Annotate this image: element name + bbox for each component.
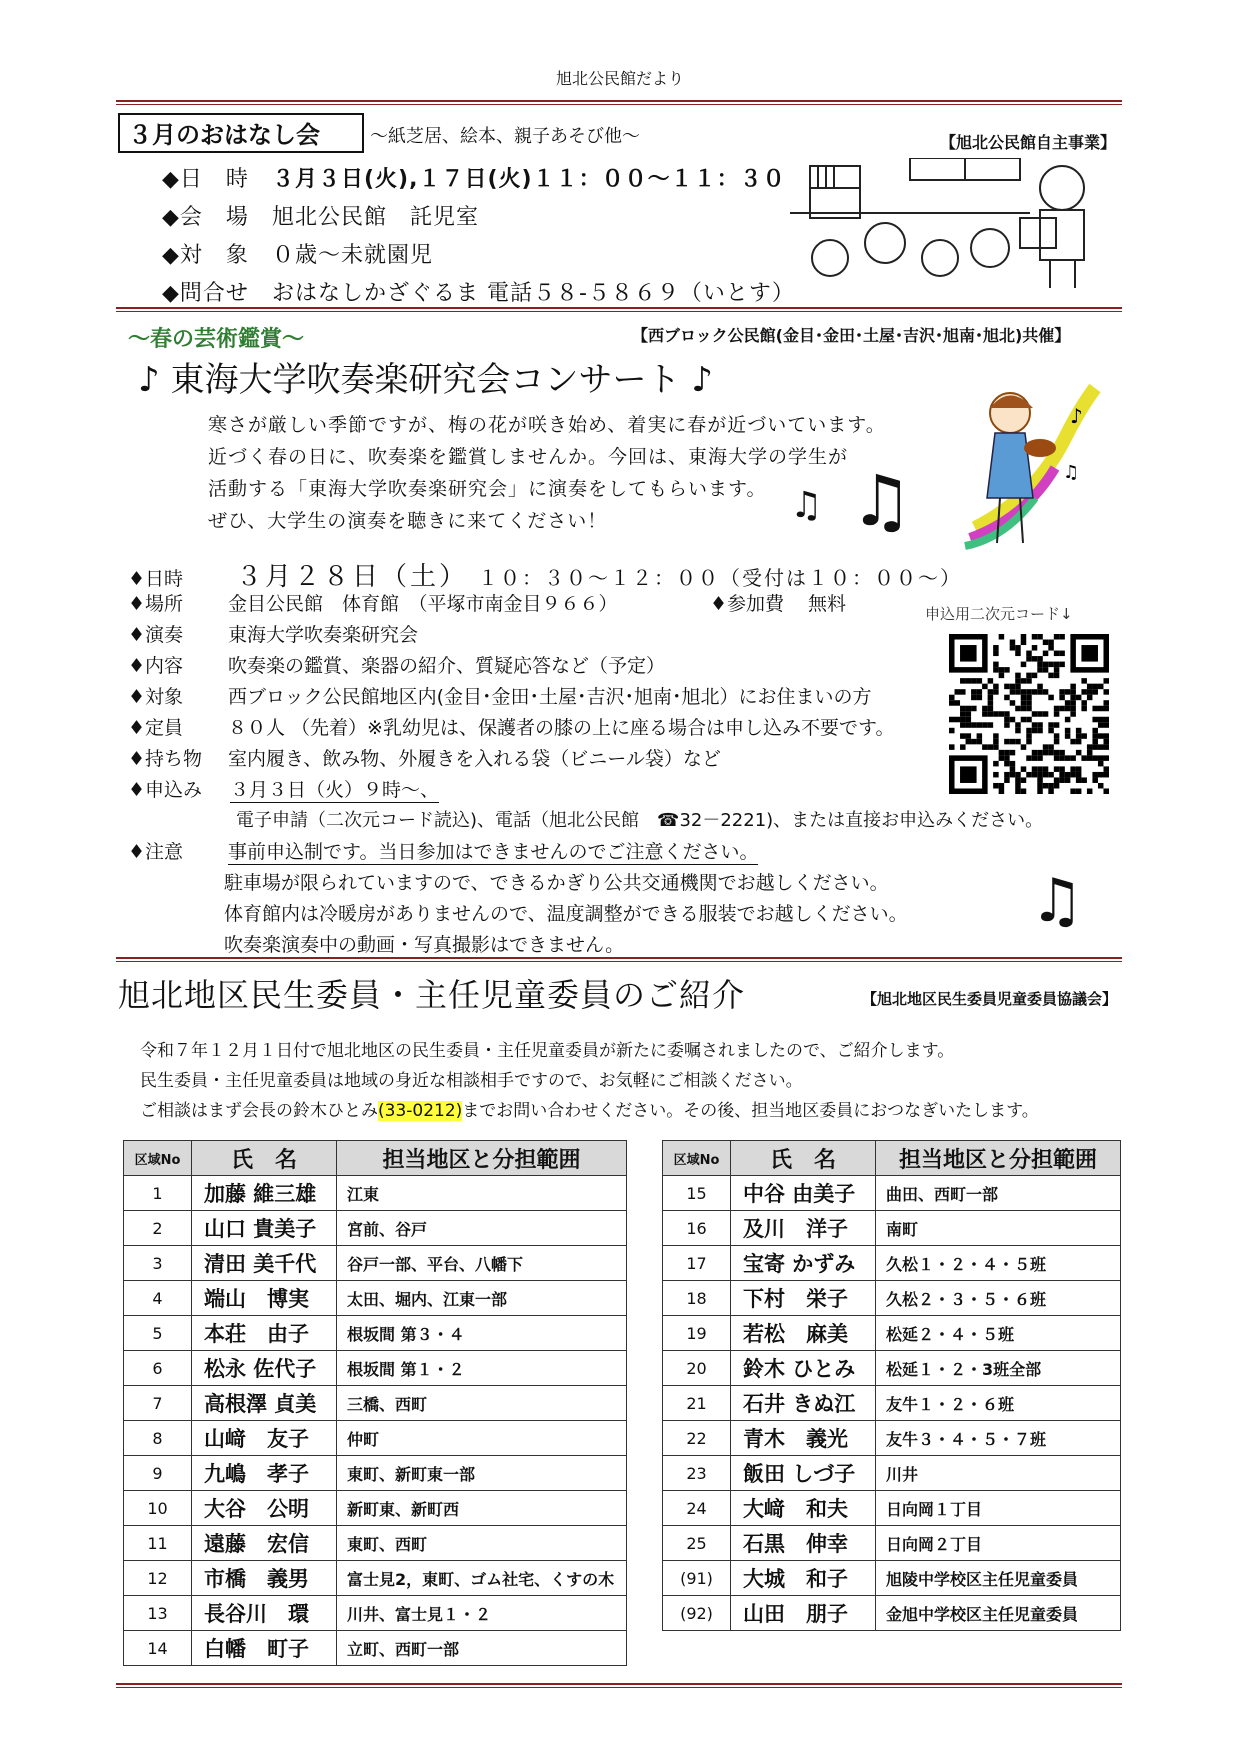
table-row <box>124 1281 627 1316</box>
cell-no: (92) <box>663 1596 731 1631</box>
cell-name: 石井 きぬ江 <box>731 1386 876 1421</box>
cell-no: 16 <box>663 1211 731 1246</box>
cell-name: 大城 和子 <box>731 1561 876 1596</box>
table-row <box>663 1596 1121 1631</box>
table-row <box>124 1631 627 1666</box>
cell-name: 遠藤 宏信 <box>192 1526 337 1561</box>
cell-no: 22 <box>663 1421 731 1456</box>
table-row <box>124 1561 627 1596</box>
storytime-contact: ◆問合せ おはなしかざぐるま 電話５８-５８６９（いとす） <box>162 281 795 306</box>
table-row <box>124 1596 627 1631</box>
table-row <box>663 1176 1121 1211</box>
cell-area: 旭陵中学校区主任児童委員 <box>876 1561 1121 1596</box>
col-header-area: 担当地区と分担範囲 <box>337 1141 627 1176</box>
cell-area: 仲町 <box>337 1421 627 1456</box>
divider <box>116 957 1122 962</box>
violinist-illustration <box>955 378 1105 558</box>
caution-note: 体育館内は冷暖房がありませんので、温度調整ができる服装でお越しください。 <box>224 903 908 925</box>
divider <box>116 1683 1122 1688</box>
concert-apply-detail: 電子申請（二次元コード読込)、電話（旭北公民館 ☎32－2221)、または直接お申込みください。 <box>236 810 1044 831</box>
cell-no: 12 <box>124 1561 192 1596</box>
concert-title: ♪ 東海大学吹奏楽研究会コンサート ♪ <box>138 360 714 400</box>
concert-caution: ♦注意 事前申込制です。当日参加はできませんのでご注意ください。 <box>128 841 759 863</box>
cell-name: 大﨑 和夫 <box>731 1491 876 1526</box>
cell-area: 宮前、谷戸 <box>337 1211 627 1246</box>
cell-name: 九嶋 孝子 <box>192 1456 337 1491</box>
cell-name: 青木 義光 <box>731 1421 876 1456</box>
table-row <box>124 1526 627 1561</box>
committee-organizer: 【旭北地区民生委員児童委員協議会】 <box>862 990 1118 1008</box>
divider <box>116 307 1122 312</box>
chair-phone: (33-0212) <box>378 1101 463 1121</box>
storytime-venue: ◆会 場 旭北公民館 託児室 <box>162 205 480 230</box>
cell-name: 高根澤 貞美 <box>192 1386 337 1421</box>
table-row <box>124 1316 627 1351</box>
cell-name: 山口 貴美子 <box>192 1211 337 1246</box>
storytime-date: ◆日 時 ３月３日(火),１７日(火)１１：００～１１：３０ <box>162 167 786 192</box>
cell-name: 下村 栄子 <box>731 1281 876 1316</box>
cell-no: 17 <box>663 1246 731 1281</box>
svg-text:♪: ♪ <box>1070 404 1083 428</box>
table-row <box>663 1561 1121 1596</box>
committee-table-left <box>123 1140 627 1666</box>
cell-area: 日向岡１丁目 <box>876 1491 1121 1526</box>
table-row <box>124 1351 627 1386</box>
concert-venue: ♦場所 金目公民館 体育館 （平塚市南金目９６６） <box>128 593 618 615</box>
cell-name: 山﨑 友子 <box>192 1421 337 1456</box>
concert-intro-line: ぜひ、大学生の演奏を聴きに来てください！ <box>208 510 608 532</box>
committee-paragraph: 民生委員・主任児童委員は地域の身近な相談相手ですので、お気軽にご相談ください。 <box>140 1071 803 1091</box>
cell-name: 白幡 町子 <box>192 1631 337 1666</box>
music-note-icon: ♫ <box>1030 866 1084 936</box>
cell-name: 宝寄 かずみ <box>731 1246 876 1281</box>
cell-area: 谷戸一部、平台、八幡下 <box>337 1246 627 1281</box>
storytime-target: ◆対 象 ０歳～未就園児 <box>162 243 434 268</box>
cell-area: 根坂間 第３・４ <box>337 1316 627 1351</box>
cell-area: 松延１・２・3班全部 <box>876 1351 1121 1386</box>
table-row <box>124 1176 627 1211</box>
cell-no: 24 <box>663 1491 731 1526</box>
cell-no: 9 <box>124 1456 192 1491</box>
svg-text:♫: ♫ <box>1063 462 1080 483</box>
cell-no: 4 <box>124 1281 192 1316</box>
storytime-subtitle: ～紙芝居、絵本、親子あそび他～ <box>370 126 640 147</box>
concert-date: ♦日時 ３月２８日（土） １０：３０～１２：００（受付は１０：００～） <box>128 562 963 592</box>
concert-organizer: 【西ブロック公民館(金目･金田･土屋･吉沢･旭南･旭北)共催】 <box>632 326 1071 345</box>
cell-name: 鈴木 ひとみ <box>731 1351 876 1386</box>
committee-title: 旭北地区民生委員・主任児童委員のご紹介 <box>118 976 746 1014</box>
qr-label: 申込用二次元コード↓ <box>925 605 1073 623</box>
concert-apply: ♦申込み ３月３日（火）９時～、 <box>128 779 440 801</box>
cell-no: 11 <box>124 1526 192 1561</box>
concert-intro-line: 近づく春の日に、吹奏楽を鑑賞しませんか。今回は、東海大学の学生が <box>208 446 849 468</box>
cell-no: 18 <box>663 1281 731 1316</box>
cell-name: 長谷川 環 <box>192 1596 337 1631</box>
table-row <box>663 1246 1121 1281</box>
cell-area: 曲田、西町一部 <box>876 1176 1121 1211</box>
table-row <box>663 1456 1121 1491</box>
cell-area: 東町、新町東一部 <box>337 1456 627 1491</box>
cell-area: 川井 <box>876 1456 1121 1491</box>
cell-name: 中谷 由美子 <box>731 1176 876 1211</box>
table-row <box>663 1316 1121 1351</box>
committee-table-right <box>662 1140 1121 1631</box>
col-header-name: 氏 名 <box>192 1141 337 1176</box>
table-row <box>663 1526 1121 1561</box>
table-row <box>124 1211 627 1246</box>
cell-no: 20 <box>663 1351 731 1386</box>
storytime-title: ３月のおはなし会 <box>118 113 364 153</box>
table-row <box>663 1386 1121 1421</box>
cell-area: 根坂間 第１・２ <box>337 1351 627 1386</box>
cell-no: 6 <box>124 1351 192 1386</box>
cell-area: 川井、富士見１・２ <box>337 1596 627 1631</box>
table-row <box>663 1491 1121 1526</box>
cell-area: 南町 <box>876 1211 1121 1246</box>
cell-no: 15 <box>663 1176 731 1211</box>
cell-area: 友牛３・４・５・７班 <box>876 1421 1121 1456</box>
newsletter-title: 旭北公民館だより <box>555 69 684 88</box>
cell-name: 市橋 義男 <box>192 1561 337 1596</box>
concert-content: ♦内容 吹奏楽の鑑賞、楽器の紹介、質疑応答など（予定） <box>128 655 666 677</box>
cell-name: 及川 洋子 <box>731 1211 876 1246</box>
cell-no: 14 <box>124 1631 192 1666</box>
cell-no: (91) <box>663 1561 731 1596</box>
table-row <box>663 1281 1121 1316</box>
table-row <box>124 1456 627 1491</box>
cell-area: 立町、西町一部 <box>337 1631 627 1666</box>
music-note-icon: ♫ <box>790 485 823 526</box>
committee-paragraph: 令和７年１２月１日付で旭北地区の民生委員・主任児童委員が新たに委嘱されましたので、ご紹介します。 <box>140 1041 955 1061</box>
divider <box>116 100 1122 105</box>
caution-note: 吹奏楽演奏中の動画・写真撮影はできません。 <box>224 934 625 956</box>
cell-name: 飯田 しづ子 <box>731 1456 876 1491</box>
cell-area: 東町、西町 <box>337 1526 627 1561</box>
cell-name: 本荘 由子 <box>192 1316 337 1351</box>
cell-name: 山田 朋子 <box>731 1596 876 1631</box>
storytime-illustration <box>790 158 1110 293</box>
cell-area: 日向岡２丁目 <box>876 1526 1121 1561</box>
cell-area: 久松１・２・４・５班 <box>876 1246 1121 1281</box>
table-row <box>124 1421 627 1456</box>
cell-area: 久松２・３・５・６班 <box>876 1281 1121 1316</box>
table-row <box>124 1491 627 1526</box>
cell-no: 23 <box>663 1456 731 1491</box>
cell-no: 25 <box>663 1526 731 1561</box>
concert-intro-line: 寒さが厳しい季節ですが、梅の花が咲き始め、着実に春が近づいています。 <box>208 414 886 436</box>
cell-no: 13 <box>124 1596 192 1631</box>
cell-name: 端山 博実 <box>192 1281 337 1316</box>
col-header-no: 区域No <box>663 1141 731 1176</box>
table-row <box>124 1246 627 1281</box>
cell-name: 若松 麻美 <box>731 1316 876 1351</box>
col-header-name: 氏 名 <box>731 1141 876 1176</box>
cell-no: 8 <box>124 1421 192 1456</box>
col-header-no: 区域No <box>124 1141 192 1176</box>
concert-belongings: ♦持ち物 室内履き、飲み物、外履きを入れる袋（ビニール袋）など <box>128 748 721 770</box>
cell-no: 1 <box>124 1176 192 1211</box>
concert-target: ♦対象 西ブロック公民館地区内(金目･金田･土屋･吉沢･旭南･旭北）にお住まいの方 <box>128 686 872 708</box>
cell-area: 松延２・４・５班 <box>876 1316 1121 1351</box>
cell-no: 2 <box>124 1211 192 1246</box>
cell-name: 石黒 伸幸 <box>731 1526 876 1561</box>
cell-area: 富士見2，東町、ゴム社宅、くすの木 <box>337 1561 627 1596</box>
committee-paragraph: ご相談はまず会長の鈴木ひとみ(33-0212)までお問い合わせください。その後、担当地区委員におつなぎいたします。 <box>140 1101 1039 1121</box>
music-note-icon: ♫ <box>850 460 913 542</box>
cell-no: 5 <box>124 1316 192 1351</box>
cell-area: 太田、堀内、江東一部 <box>337 1281 627 1316</box>
cell-name: 加藤 維三雄 <box>192 1176 337 1211</box>
cell-no: 19 <box>663 1316 731 1351</box>
concert-capacity: ♦定員 ８０人 （先着）※乳幼児は、保護者の膝の上に座る場合は申し込み不要です。 <box>128 717 895 739</box>
table-row <box>124 1386 627 1421</box>
concert-intro-line: 活動する「東海大学吹奏楽研究会」に演奏をしてもらいます。 <box>208 478 767 500</box>
caution-note: 駐車場が限られていますので、できるかぎり公共交通機関でお越しください。 <box>224 872 889 894</box>
storytime-organizer: 【旭北公民館自主事業】 <box>940 133 1117 152</box>
cell-no: 7 <box>124 1386 192 1421</box>
table-row <box>663 1211 1121 1246</box>
cell-area: 新町東、新町西 <box>337 1491 627 1526</box>
table-row <box>663 1421 1121 1456</box>
cell-name: 松永 佐代子 <box>192 1351 337 1386</box>
cell-name: 清田 美千代 <box>192 1246 337 1281</box>
qr-code[interactable] <box>948 634 1110 794</box>
cell-area: 金旭中学校区主任児童委員 <box>876 1596 1121 1631</box>
concert-series: ～春の芸術鑑賞～ <box>128 327 305 352</box>
cell-area: 三橋、西町 <box>337 1386 627 1421</box>
col-header-area: 担当地区と分担範囲 <box>876 1141 1121 1176</box>
table-row <box>663 1351 1121 1386</box>
cell-area: 江東 <box>337 1176 627 1211</box>
cell-name: 大谷 公明 <box>192 1491 337 1526</box>
cell-area: 友牛１・２・６班 <box>876 1386 1121 1421</box>
cell-no: 3 <box>124 1246 192 1281</box>
concert-fee: ♦参加費 無料 <box>710 593 847 615</box>
concert-performer: ♦演奏 東海大学吹奏楽研究会 <box>128 624 419 646</box>
cell-no: 10 <box>124 1491 192 1526</box>
cell-no: 21 <box>663 1386 731 1421</box>
